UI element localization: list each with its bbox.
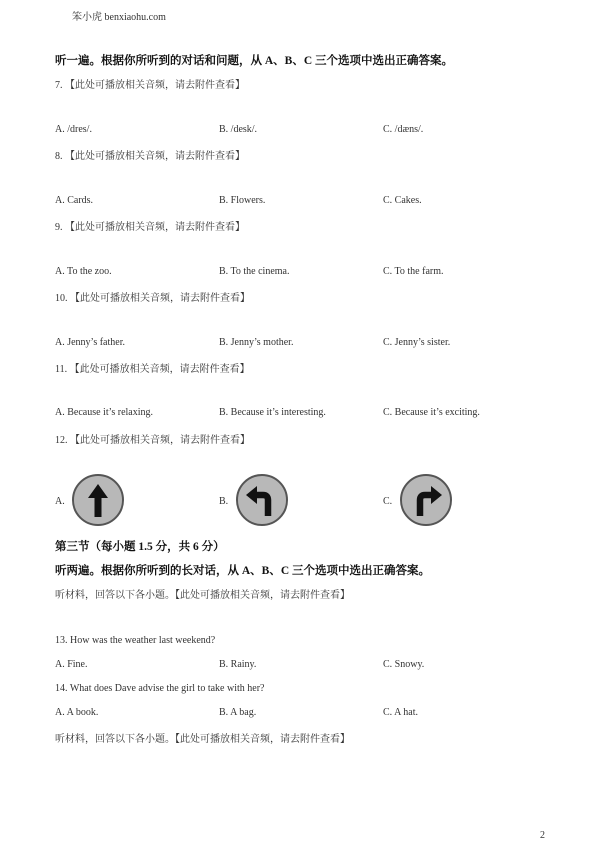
question-12 (55, 431, 250, 446)
audio-prompt: 【此处可播放相关音频，请去附件查看】 (65, 80, 245, 91)
question-number: 11. (55, 364, 68, 375)
question-11 (55, 360, 250, 375)
question-14: 14. What does Dave advise the girl to take with her? (55, 683, 265, 694)
q7-option-b: B. /desk/. (219, 124, 258, 135)
q14-option-c: C. A hat. (383, 707, 419, 718)
q11-option-b: B. Because it’s interesting. (219, 407, 326, 418)
q14-option-a: A. A book. (55, 707, 99, 718)
turn-right-arrow-icon (400, 474, 452, 526)
question-7 (55, 76, 245, 91)
q7-option-c: C. /dæns/. (383, 124, 424, 135)
q10-option-b: B. Jenny’s mother. (219, 337, 294, 348)
question-number: 10. (55, 293, 68, 304)
q13-option-c: C. Snowy. (383, 659, 425, 670)
question-number: 9. (55, 222, 63, 233)
q7-option-a: A. /dres/. (55, 124, 92, 135)
listen-once-instruction: 听一遍。根据你所听到的对话和问题，从 A、B、C 三个选项中选出正确答案。 (55, 55, 454, 67)
q12-option-c-label: C. (383, 496, 393, 507)
audio-prompt: 【此处可播放相关音频，请去附件查看】 (70, 293, 250, 304)
turn-left-arrow-icon (236, 474, 288, 526)
listening-material-2: 听材料，回答以下各小题。【此处可播放相关音频，请去附件查看】 (55, 734, 350, 745)
straight-arrow-icon (72, 474, 124, 526)
audio-prompt: 【此处可播放相关音频，请去附件查看】 (70, 435, 250, 446)
question-10 (55, 289, 250, 304)
q9-option-a: A. To the zoo. (55, 266, 112, 277)
q13-option-a: A. Fine. (55, 659, 88, 670)
q10-option-a: A. Jenny’s father. (55, 337, 125, 348)
section-three-title: 第三节（每小题 1.5 分，共 6 分） (55, 541, 225, 553)
audio-prompt: 【此处可播放相关音频，请去附件查看】 (65, 222, 245, 233)
q8-option-b: B. Flowers. (219, 195, 266, 206)
question-8 (55, 147, 245, 162)
site-watermark: 笨小虎 benxiaohu.com (72, 12, 166, 23)
q13-option-b: B. Rainy. (219, 659, 257, 670)
audio-prompt: 【此处可播放相关音频，请去附件查看】 (65, 151, 245, 162)
q11-option-c: C. Because it’s exciting. (383, 407, 480, 418)
question-13: 13. How was the weather last weekend? (55, 635, 216, 646)
q8-option-c: C. Cakes. (383, 195, 422, 206)
q14-option-b: B. A bag. (219, 707, 257, 718)
q10-option-c: C. Jenny’s sister. (383, 337, 451, 348)
question-9 (55, 218, 245, 233)
listen-twice-instruction: 听两遍。根据你所听到的长对话，从 A、B、C 三个选项中选出正确答案。 (55, 565, 431, 577)
listening-material-1: 听材料，回答以下各小题。【此处可播放相关音频，请去附件查看】 (55, 590, 350, 601)
q9-option-b: B. To the cinema. (219, 266, 290, 277)
q9-option-c: C. To the farm. (383, 266, 444, 277)
page-number: 2 (540, 830, 545, 841)
q12-option-a-label: A. (55, 496, 65, 507)
audio-prompt: 【此处可播放相关音频，请去附件查看】 (69, 364, 250, 375)
question-number: 12. (55, 435, 68, 446)
q11-option-a: A. Because it’s relaxing. (55, 407, 154, 418)
q8-option-a: A. Cards. (55, 195, 94, 206)
question-number: 8. (55, 151, 63, 162)
q12-option-b-label: B. (219, 496, 229, 507)
question-number: 7. (55, 80, 63, 91)
